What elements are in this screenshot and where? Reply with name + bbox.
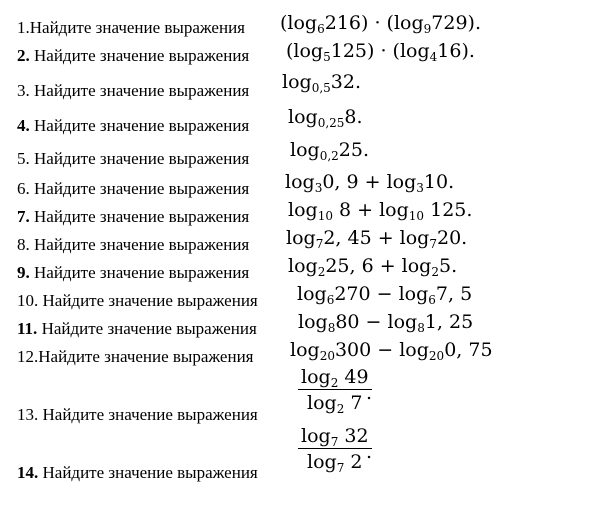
task-number: 2. (17, 46, 30, 65)
task-7 (17, 207, 249, 227)
task-4 (17, 116, 249, 136)
expression-14-period: . (366, 441, 373, 463)
task-number: 8. (17, 235, 30, 254)
task-11 (17, 319, 257, 339)
task-9 (17, 263, 249, 283)
task-text: Найдите значение выражения (29, 207, 250, 226)
task-12 (17, 347, 253, 367)
task-3 (17, 81, 249, 101)
expression-5: $\log_{0,2}25$. (290, 139, 369, 163)
task-text: Найдите значение выражения (29, 149, 250, 168)
expression-14 (298, 425, 372, 473)
task-5 (17, 149, 249, 169)
expression-2: $(\log_5125) \cdot (\log_416)$. (286, 40, 475, 64)
expression-13 (298, 366, 372, 414)
task-text: Найдите значение выражения (38, 463, 258, 482)
fraction-denominator: $\log_7 2$ (307, 451, 363, 475)
expression-10: $\log_6270 - \log_67$, 5 (297, 283, 473, 307)
task-number: 3. (17, 81, 30, 100)
expression-12: $\log_{20}300 - \log_{20}0$, 75 (290, 339, 493, 363)
task-text: Найдите значение выражения (29, 235, 250, 254)
task-text: Найдите значение выражения (38, 347, 254, 366)
task-text: Найдите значение выражения (38, 291, 258, 310)
task-number: 6. (17, 179, 30, 198)
expression-4: $\log_{0,25}8$. (288, 106, 363, 130)
task-13 (17, 405, 258, 425)
fraction-numerator: $\log_2 49$ (301, 366, 369, 390)
task-number: 11. (17, 319, 38, 338)
task-1 (17, 18, 245, 38)
task-6 (17, 179, 249, 199)
task-text: Найдите значение выражения (29, 263, 250, 282)
task-text: Найдите значение выражения (29, 179, 250, 198)
task-text: Найдите значение выражения (37, 319, 257, 338)
task-number: 1. (17, 18, 30, 37)
expression-7: $\log_{10} 8 + \log_{10} 125$. (288, 199, 473, 223)
expression-13-period: . (366, 382, 373, 404)
expression-8: $\log_72$, $45 + \log_720$. (286, 227, 468, 251)
task-number: 9. (17, 263, 30, 282)
fraction-numerator: $\log_7 32$ (301, 425, 369, 449)
expression-3: $\log_{0,5}32$. (282, 71, 361, 95)
fraction-denominator: $\log_2 7$ (307, 392, 363, 416)
task-text: Найдите значение выражения (29, 116, 250, 135)
task-14 (17, 463, 258, 483)
task-text: Найдите значение выражения (29, 81, 250, 100)
task-number: 7. (17, 207, 30, 226)
task-number: 12. (17, 347, 39, 366)
task-number: 14. (17, 463, 39, 482)
task-10 (17, 291, 258, 311)
task-text: Найдите значение выражения (29, 46, 250, 65)
task-2 (17, 46, 249, 66)
task-number: 10. (17, 291, 39, 310)
task-8 (17, 235, 249, 255)
expression-6: $\log_30$, $9 + \log_310$. (285, 171, 455, 195)
expression-9: $\log_225$, $6 + \log_25$. (288, 255, 458, 279)
task-number: 4. (17, 116, 30, 135)
task-number: 5. (17, 149, 30, 168)
task-number: 13. (17, 405, 39, 424)
expression-11: $\log_880 - \log_81$, 25 (298, 311, 474, 335)
expression-1: $(\log_6216) \cdot (\log_9729)$. (280, 12, 481, 36)
task-text: Найдите значение выражения (38, 405, 258, 424)
task-text: Найдите значение выражения (29, 18, 245, 37)
